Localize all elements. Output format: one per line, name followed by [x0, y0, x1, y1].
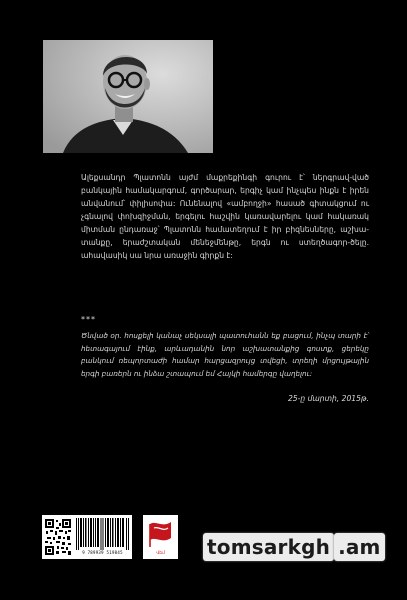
qr-code-icon [44, 518, 72, 556]
watermark-logo [203, 533, 385, 565]
isbn-number: 9 789939 519845 [82, 550, 123, 555]
quote-date: 25-ը մարտի, 2015թ. [287, 394, 369, 403]
watermark-name: tomsarkgh [203, 533, 334, 561]
publisher-flag-icon [147, 518, 174, 548]
author-photo [43, 40, 213, 153]
watermark-tld: .am [334, 533, 385, 561]
author-quote: Ծնված օր. հոսքելի կանաչ սեկսալի պատուհանն եք բացում, ինչպ տարի է՝ հետագայում էինք, արևադանին նոր աշխատանքից գոստք, ցերեկը բանկում ռեպորտաժի համար հարցազրույց տվեցի, տրեղի մրցույթային երգի բառերն ու ինձա շտապում եմ Հայկի համերգը վաղելու: [81, 331, 369, 378]
section-separator: *** [81, 315, 96, 324]
publisher-name: Վեմ [156, 550, 165, 555]
barcode-icon [75, 518, 130, 550]
publisher-logo [143, 515, 178, 559]
author-bio: Ալեքսանդր Պլատոնն այժմ մաքրեքինգի գուրու է՝ ներգրավ-ված բանկային համակարգում, գործարար, երգիչ կամ ինչպես ինքն է իրեն անվանում՝ փիլիսոփա: Ունենալով «ամբողջի» հասած գիտակցում ու չգնալով փոխզիջման, երգելու հաշվին կառավարելու կամ հակառակ միտման ընդառաջ՝ Պլատոնն համատեղում է իր բիզնեսները, աշխա-տանքը, երաժշտական մենեջմենթը, երգն ու ստեղծագոր-ծելը. ահավասիկ սա նրա առաջին գիրքն է: [81, 173, 369, 260]
codes-panel [42, 515, 132, 559]
author-portrait-image [43, 40, 213, 153]
